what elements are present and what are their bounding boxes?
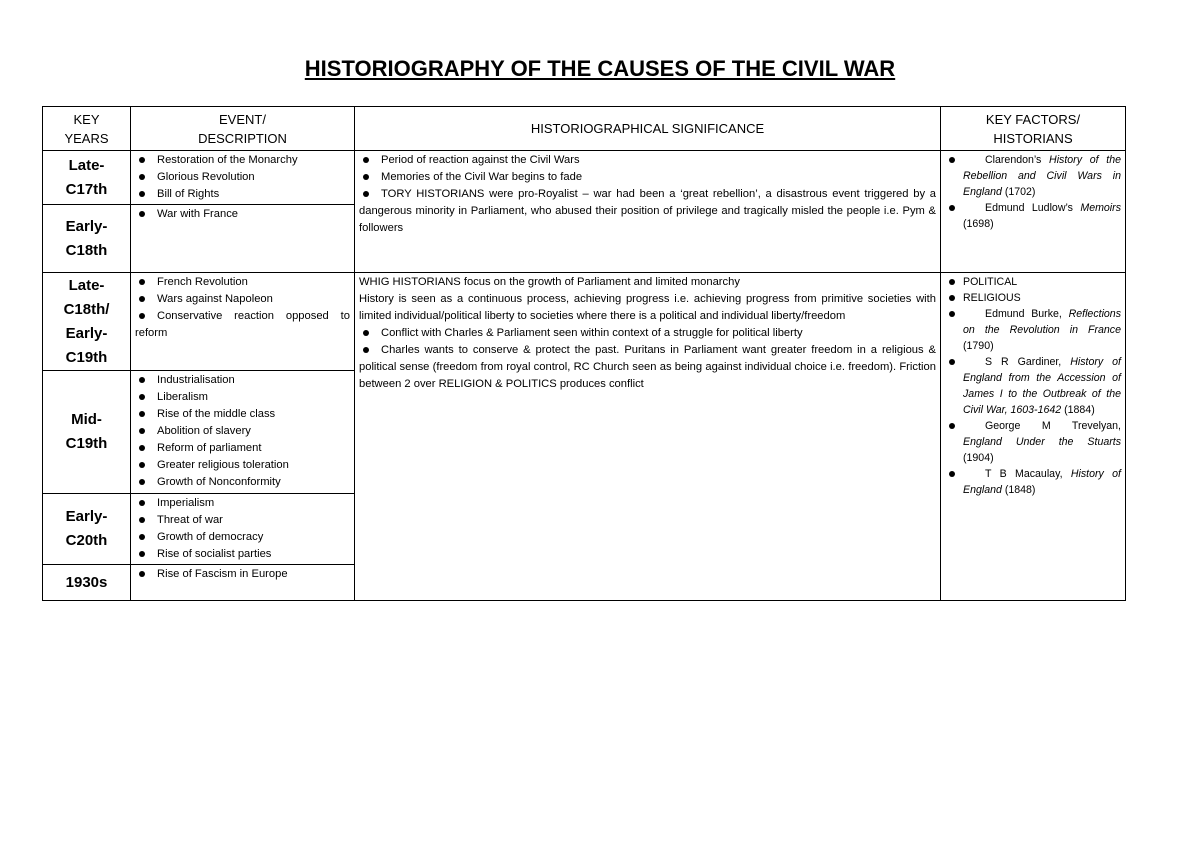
list-item: Bill of Rights — [135, 186, 350, 203]
year-late-c17th: Late- C17th — [43, 151, 131, 205]
events-early-c20th — [131, 494, 355, 565]
list-item: War with France — [135, 206, 350, 223]
factors-whig — [941, 273, 1126, 601]
year-mid-c19th: Mid- C19th — [43, 371, 131, 494]
year-late-c18th-early-c19th: Late- C18th/ Early- C19th — [43, 273, 131, 371]
year-early-c20th: Early- C20th — [43, 494, 131, 565]
list-item: Memories of the Civil War begins to fade — [359, 169, 936, 186]
list-item: Period of reaction against the Civil Wars — [359, 152, 936, 169]
list-item: Conservative reaction opposed to reform — [135, 308, 350, 342]
list-item: Clarendon’s History of the Rebellion and Civil Wars in England (1702) — [945, 152, 1121, 200]
list-item: T B Macaulay, History of England (1848) — [945, 466, 1121, 498]
list-item: Growth of Nonconformity — [135, 474, 350, 491]
list-item: Threat of war — [135, 512, 350, 529]
list-item: Liberalism — [135, 389, 350, 406]
list-item: Edmund Burke, Reflections on the Revolution in France (1790) — [945, 306, 1121, 354]
events-mid-c19th — [131, 371, 355, 494]
header-significance: HISTORIOGRAPHICAL SIGNIFICANCE — [355, 107, 941, 151]
list-item: Restoration of the Monarchy — [135, 152, 350, 169]
list-item: POLITICAL — [945, 274, 1121, 290]
whig-paragraph: History is seen as a continuous process, achieving progress i.e. achieving progress from primitive societies with limited individual/political liberty to societies where there is a political and individual liberty/freedom — [359, 293, 936, 322]
header-key-factors: KEY FACTORS/ HISTORIANS — [941, 107, 1126, 151]
factors-tory — [941, 151, 1126, 273]
year-early-c18th: Early- C18th — [43, 205, 131, 273]
list-item: George M Trevelyan, England Under the Stuarts (1904) — [945, 418, 1121, 466]
list-item: Edmund Ludlow’s Memoirs (1698) — [945, 200, 1121, 232]
list-item: Glorious Revolution — [135, 169, 350, 186]
significance-whig — [355, 273, 941, 601]
list-item: Imperialism — [135, 495, 350, 512]
list-item: RELIGIOUS — [945, 290, 1121, 306]
whig-intro: WHIG HISTORIANS focus on the growth of Parliament and limited monarchy — [359, 276, 740, 288]
list-item: Rise of the middle class — [135, 406, 350, 423]
row-late-c18th-early-c19th — [43, 273, 1126, 371]
list-item: Conflict with Charles & Parliament seen within context of a struggle for political liberty — [359, 325, 936, 342]
events-early-c18th — [131, 205, 355, 273]
list-item: TORY HISTORIANS were pro-Royalist – war had been a ‘great rebellion’, a disastrous event triggered by a dangerous minority in Parliament, who abused their position of privilege and tragically misled the people i.e. Pym & followers — [359, 186, 936, 237]
list-item: S R Gardiner, History of England from the Accession of James I to the Outbreak of the Civil War, 1603-1642 (1884) — [945, 354, 1121, 418]
list-item: Greater religious toleration — [135, 457, 350, 474]
list-item: French Revolution — [135, 274, 350, 291]
list-item: Rise of Fascism in Europe — [135, 566, 350, 583]
list-item: Charles wants to conserve & protect the past. Puritans in Parliament want greater freedom in a religious & political sense (freedom from royal control, RC Church seen as being against individual choice i.e. freedom). Friction between 2 over RELIGION & POLITICS produces conflict — [359, 342, 936, 393]
row-late-c17th — [43, 151, 1126, 205]
significance-tory — [355, 151, 941, 273]
events-late-c17th — [131, 151, 355, 205]
header-key-years: KEY YEARS — [43, 107, 131, 151]
list-item: Reform of parliament — [135, 440, 350, 457]
events-late-c18th-early-c19th — [131, 273, 355, 371]
header-event: EVENT/ DESCRIPTION — [131, 107, 355, 151]
page-title: HISTORIOGRAPHY OF THE CAUSES OF THE CIVIL WAR — [304, 56, 896, 81]
list-item: Abolition of slavery — [135, 423, 350, 440]
list-item: Industrialisation — [135, 372, 350, 389]
list-item: Rise of socialist parties — [135, 546, 350, 563]
header-row — [43, 107, 1126, 151]
list-item: Growth of democracy — [135, 529, 350, 546]
events-1930s — [131, 565, 355, 601]
list-item: Wars against Napoleon — [135, 291, 350, 308]
year-1930s: 1930s — [43, 565, 131, 601]
historiography-table — [42, 106, 1126, 601]
